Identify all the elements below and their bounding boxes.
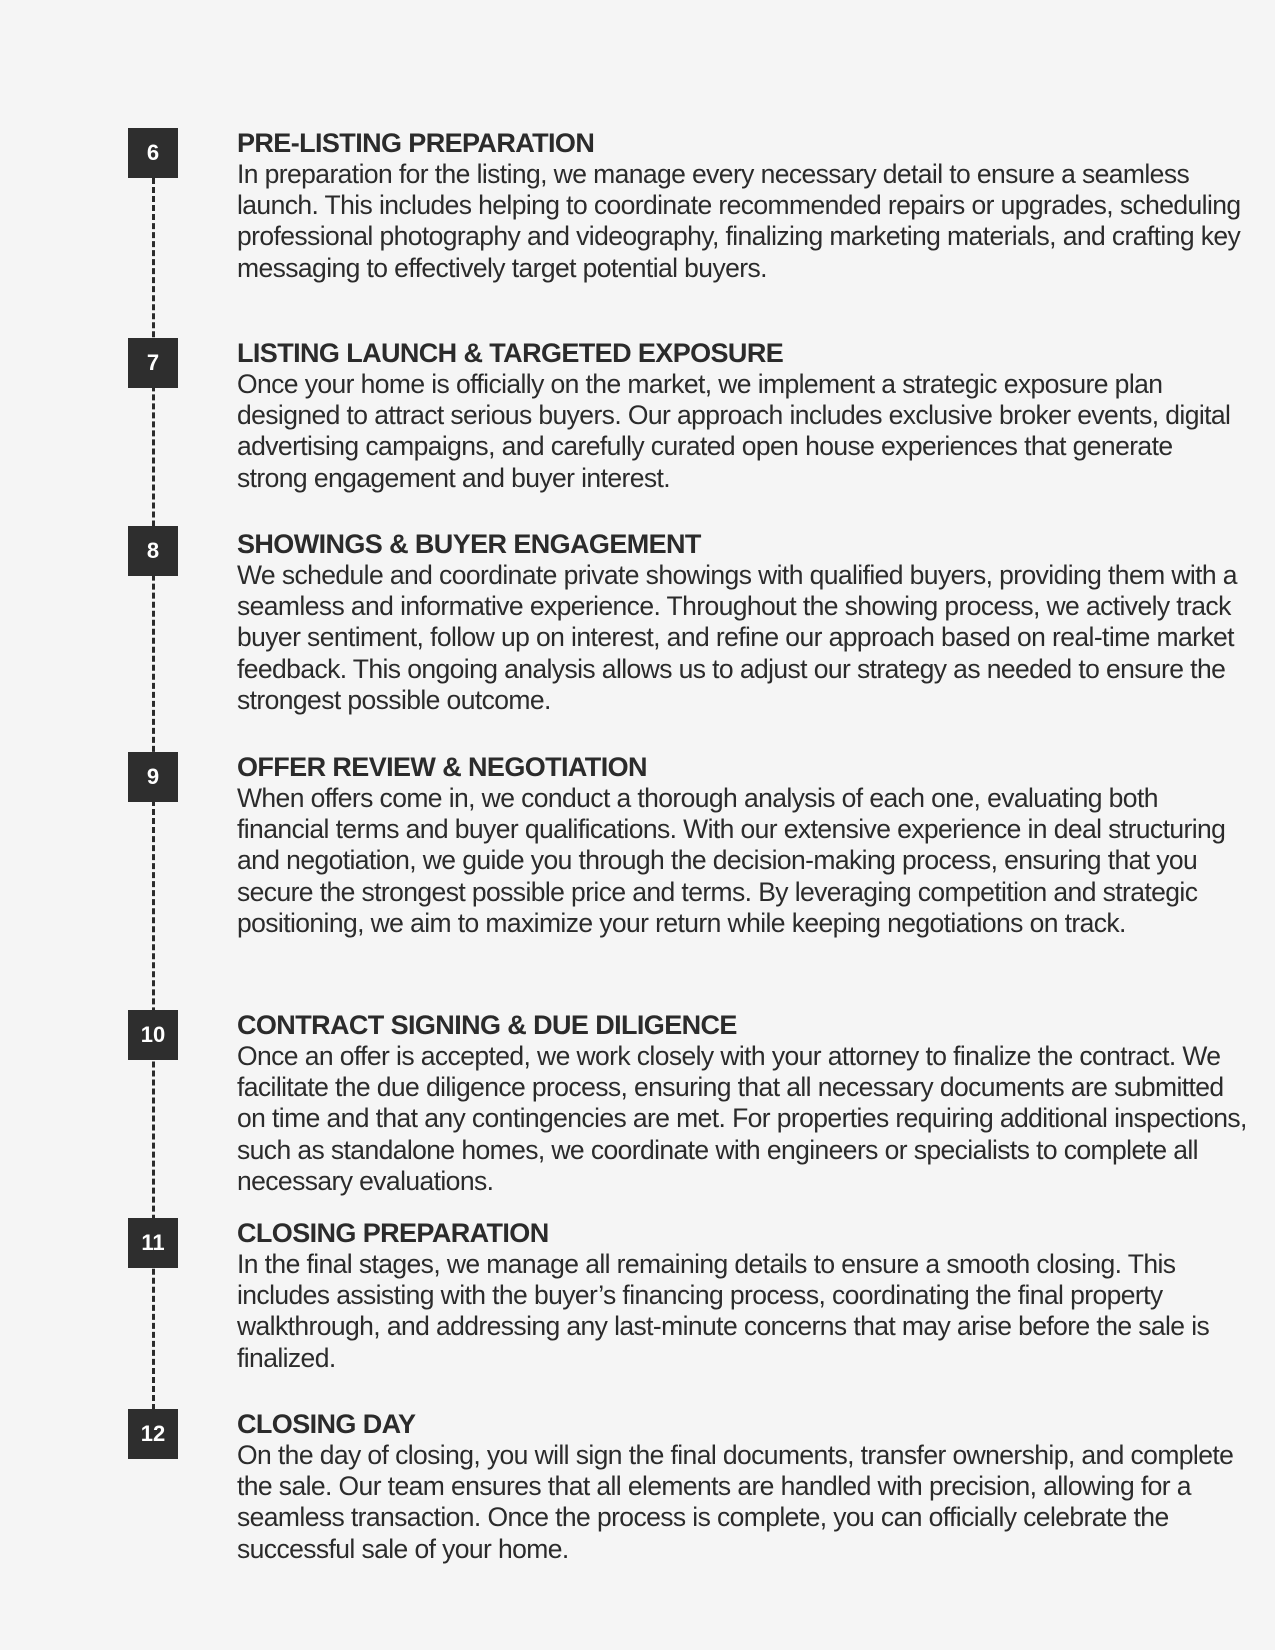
step-description: In preparation for the listing, we manage every necessary detail to ensure a seamless launch. This includes helping to coordinate recommended repairs or upgrades, scheduling professional photography and videography, finalizing marketing materials, and crafting key messaging to effectively target potential buyers. bbox=[237, 159, 1241, 283]
step-content bbox=[237, 752, 1247, 939]
step-number-badge: 8 bbox=[128, 526, 178, 576]
step-number-badge: 12 bbox=[128, 1409, 178, 1459]
step-content bbox=[237, 1218, 1247, 1374]
step-title: OFFER REVIEW & NEGOTIATION bbox=[237, 752, 647, 782]
step-content bbox=[237, 529, 1247, 716]
step-description: Once your home is officially on the market, we implement a strategic exposure plan designed to attract serious buyers. Our approach includes exclusive broker events, digital advertising campaigns, and carefully curated open house experiences that generate strong engagement and buyer interest. bbox=[237, 369, 1231, 493]
step-number-badge: 7 bbox=[128, 338, 178, 388]
step-content bbox=[237, 338, 1247, 494]
step-title: CONTRACT SIGNING & DUE DILIGENCE bbox=[237, 1010, 737, 1040]
step-content bbox=[237, 128, 1247, 284]
step-number-badge: 9 bbox=[128, 752, 178, 802]
step-content bbox=[237, 1409, 1247, 1565]
step-number-badge: 6 bbox=[128, 128, 178, 178]
step-number-badge: 11 bbox=[128, 1218, 178, 1268]
step-content bbox=[237, 1010, 1247, 1197]
step-description: In the final stages, we manage all remaining details to ensure a smooth closing. This includes assisting with the buyer’s financing process, coordinating the final property walkthrough, and addressing any last-minute concerns that may arise before the sale is finalized. bbox=[237, 1249, 1210, 1373]
step-description: When offers come in, we conduct a thorough analysis of each one, evaluating both financial terms and buyer qualifications. With our extensive experience in deal structuring and negotiation, we guide you through the decision-making process, ensuring that you secure the strongest possible price and terms. By leveraging competition and strategic positioning, we aim to maximize your return while keeping negotiations on track. bbox=[237, 783, 1226, 938]
step-description: On the day of closing, you will sign the final documents, transfer ownership, and complete the sale. Our team ensures that all elements are handled with precision, allowing for a seamless transaction. Once the process is complete, you can officially celebrate the successful sale of your home. bbox=[237, 1440, 1234, 1564]
step-number-badge: 10 bbox=[128, 1010, 178, 1060]
step-title: SHOWINGS & BUYER ENGAGEMENT bbox=[237, 529, 701, 559]
step-title: CLOSING PREPARATION bbox=[237, 1218, 549, 1248]
step-title: LISTING LAUNCH & TARGETED EXPOSURE bbox=[237, 338, 784, 368]
step-title: CLOSING DAY bbox=[237, 1409, 416, 1439]
step-title: PRE-LISTING PREPARATION bbox=[237, 128, 595, 158]
step-description: We schedule and coordinate private showings with qualified buyers, providing them with a seamless and informative experience. Throughout the showing process, we actively track buyer sentiment, follow up on interest, and refine our approach based on real-time market feedback. This ongoing analysis allows us to adjust our strategy as needed to ensure the strongest possible outcome. bbox=[237, 560, 1237, 715]
step-description: Once an offer is accepted, we work closely with your attorney to finalize the contract. We facilitate the due diligence process, ensuring that all necessary documents are submitted on time and that any contingencies are met. For properties requiring additional inspections, such as standalone homes, we coordinate with engineers or specialists to complete all necessary evaluations. bbox=[237, 1041, 1247, 1196]
